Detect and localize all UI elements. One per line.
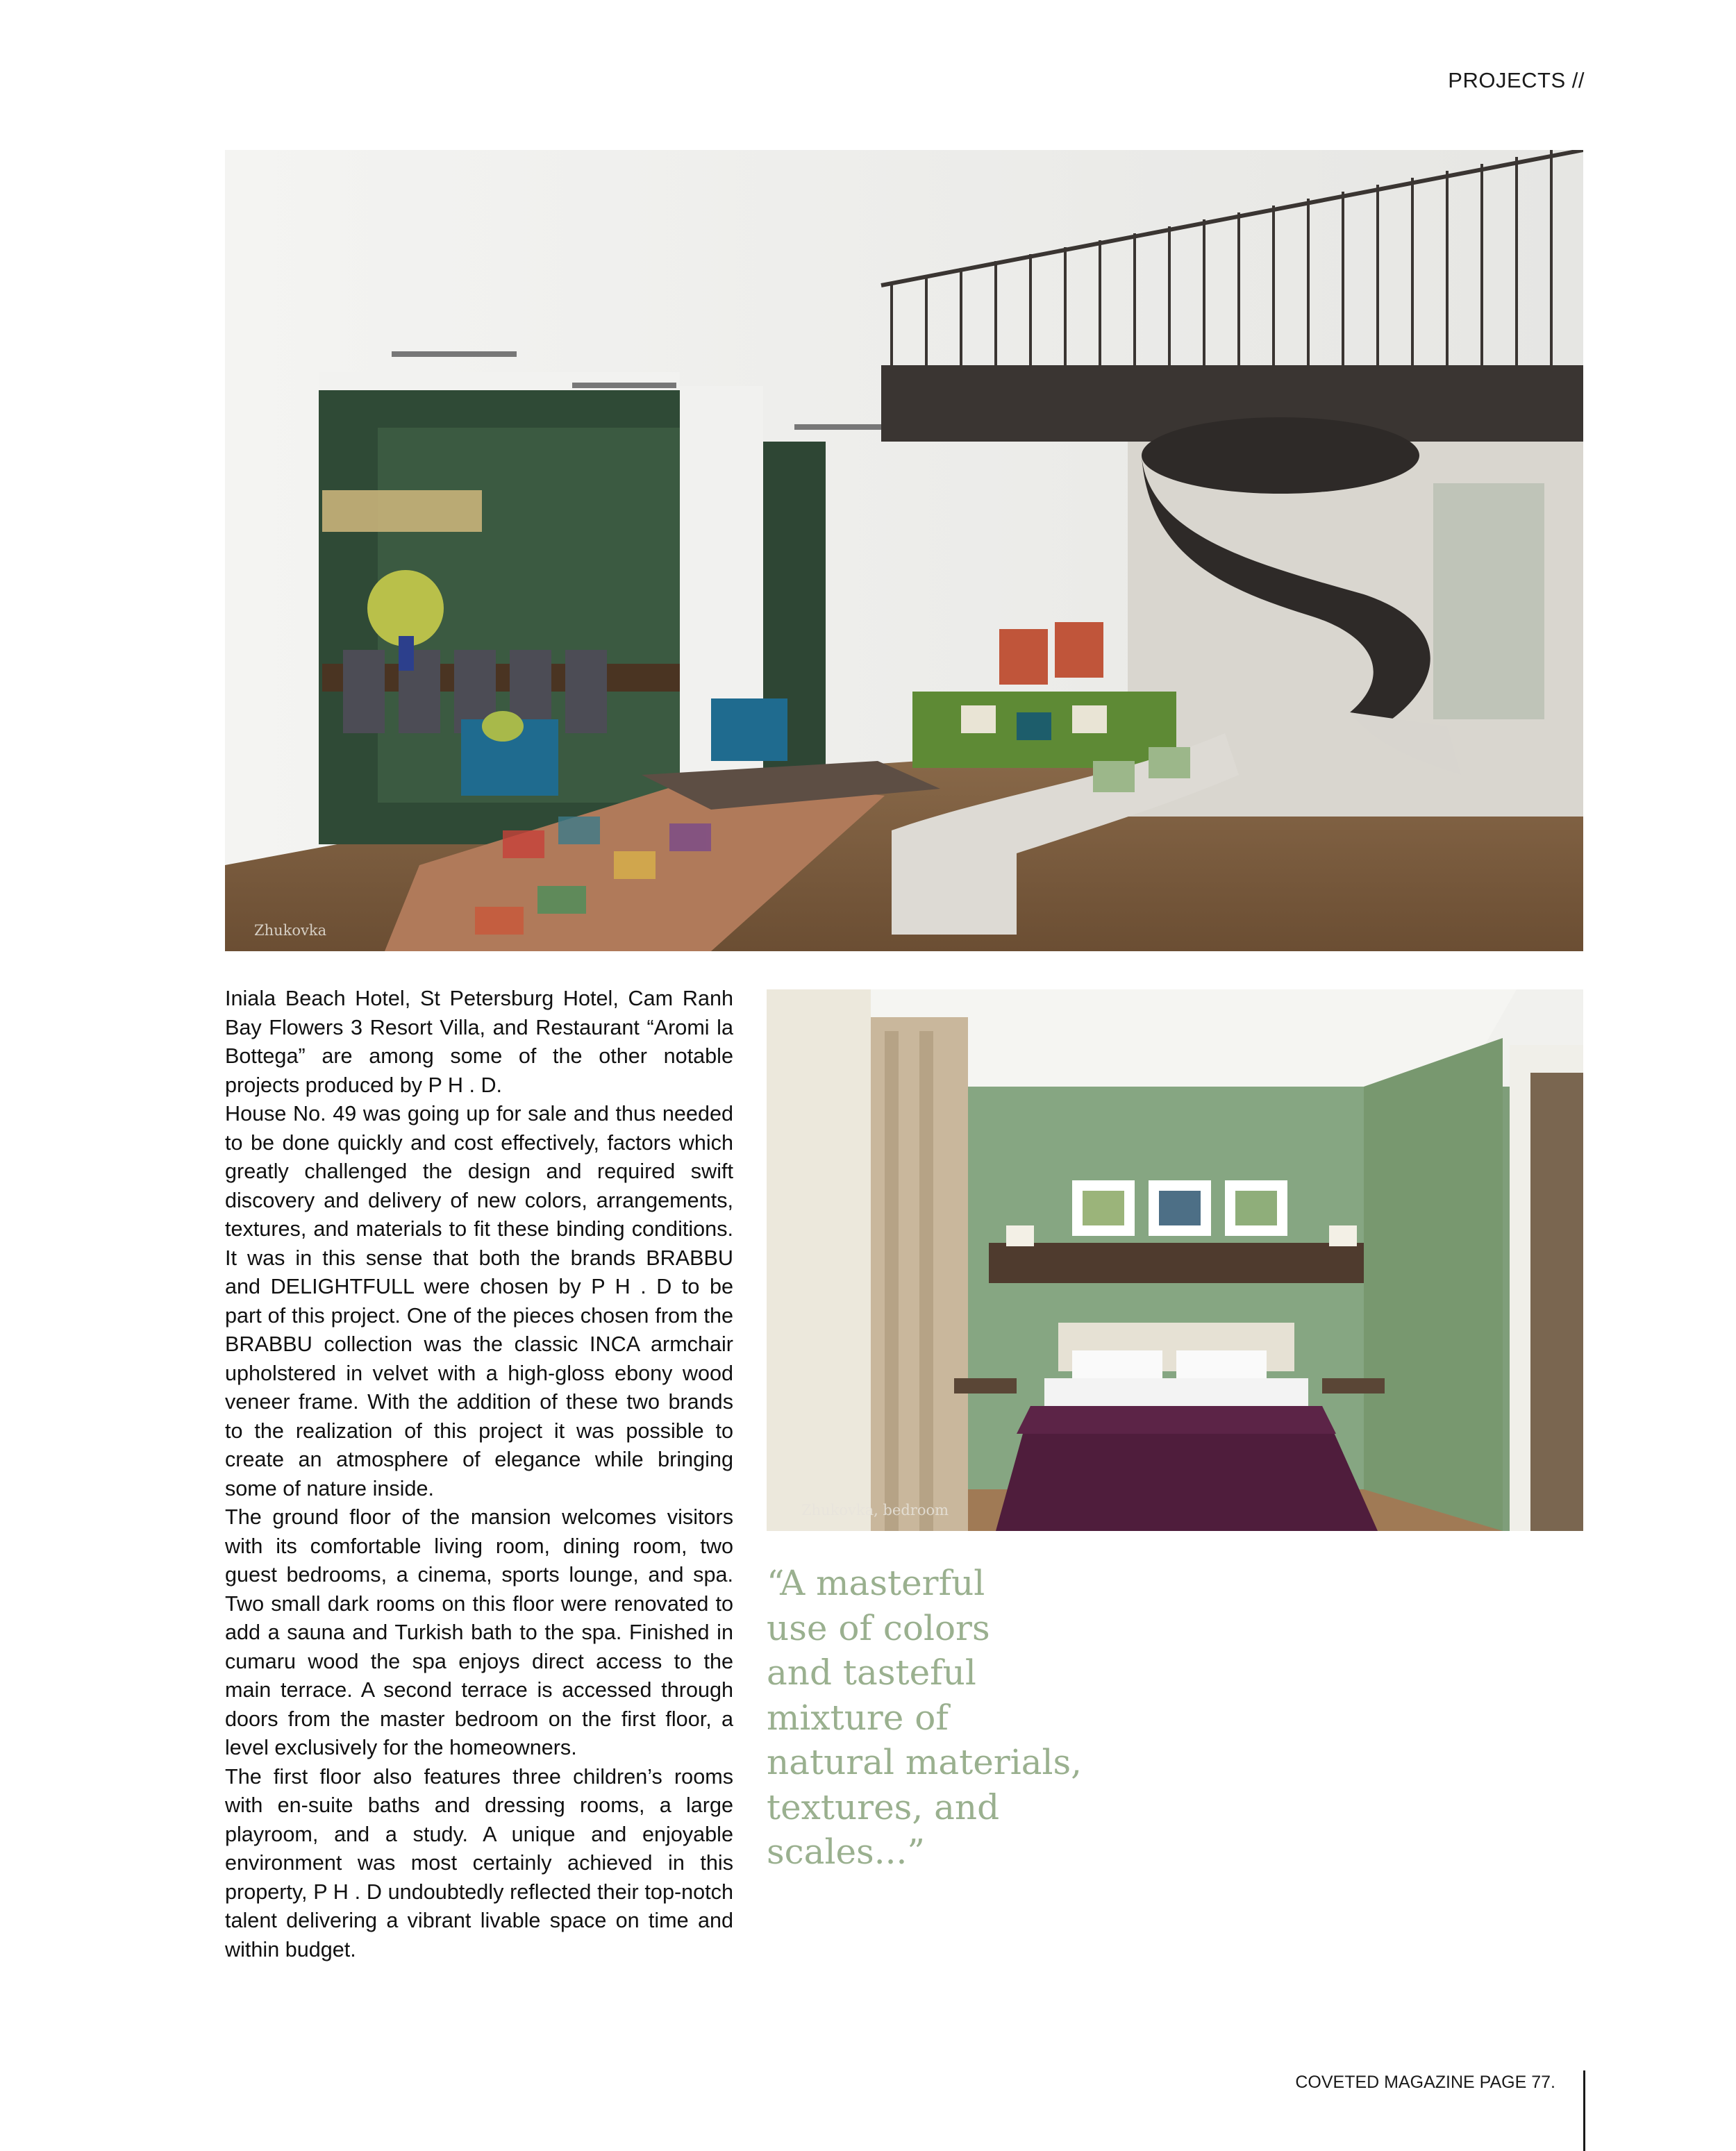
page-footer: COVETED MAGAZINE PAGE 77. (1295, 2073, 1555, 2092)
section-label: PROJECTS // (1448, 68, 1585, 92)
article-paragraph: The first floor also features three children’s rooms with en-suite baths and dressing rooms, a large playroom, and a study. A unique and enjoyable environment was most certainly achieved in this property, P H . D undoubtedly reflected their top-notch talent delivering a vibrant livable space on time and within budget. (225, 1764, 733, 1961)
hero-photo-living-room (225, 150, 1583, 951)
hero-caption: Zhukovka (254, 922, 327, 939)
article-paragraph: House No. 49 was going up for sale and thus needed to be done quickly and cost effectively, factors which greatly challenged the design and required swift discovery and delivery of new colors, arrangements, textures, and materials to fit these binding conditions. It was in this sense that both the brands BRABBU and DELIGHTFULL were chosen by P H . D to be part of this project. One of the pieces chosen from the BRABBU collection was the classic INCA armchair upholstered in velvet with a high-gloss ebony wood veneer frame. With the addition of these two brands to the realization of this project it was possible to create an atmosphere of elegance while bringing some of nature inside. (225, 1102, 733, 1500)
bedroom-caption: Zhukovka, bedroom (801, 1502, 949, 1518)
article-paragraph: The ground floor of the mansion welcomes visitors with its comfortable living room, dining room, two guest bedrooms, a cinema, sports lounge, and spa. Two small dark rooms on this floor were renovated to add a sauna and Turkish bath to the spa. Finished in cumaru wood the spa enjoys direct access to the main terrace. A second terrace is accessed through doors from the master bedroom on the first floor, a level exclusively for the homeowners. (225, 1505, 733, 1759)
article-body (225, 985, 733, 1964)
footer-divider (1583, 2070, 1585, 2151)
pull-quote: “A masterful use of colors and tasteful mixture of natural materials, textures, and scales...” (767, 1563, 1083, 1872)
article-paragraph: Iniala Beach Hotel, St Petersburg Hotel, Cam Ranh Bay Flowers 3 Resort Villa, and Restaurant “Aromi la Bottega” are among some of the other notable projects produced by P H . D. (225, 987, 733, 1097)
bedroom-photo (767, 989, 1583, 1531)
